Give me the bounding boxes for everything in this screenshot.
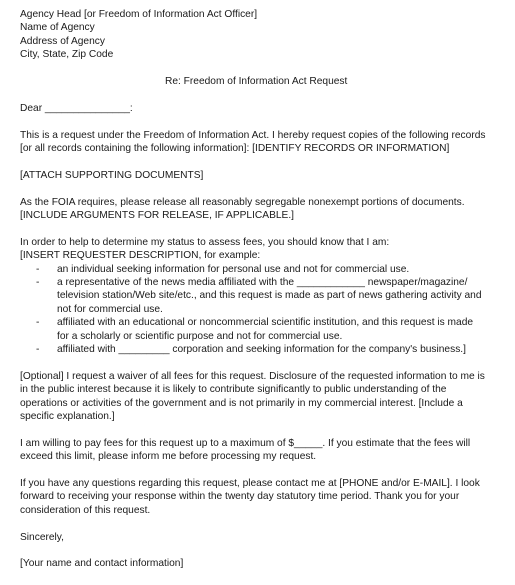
attach-note: [ATTACH SUPPORTING DOCUMENTS] <box>20 169 204 181</box>
bullet-dash: - <box>36 263 40 275</box>
bullet-dash: - <box>36 344 40 356</box>
list-item <box>36 276 498 316</box>
contact-paragraph <box>20 477 498 517</box>
text-line: consideration of this request. <box>20 504 151 516</box>
address-line: Address of Agency <box>20 35 105 47</box>
list-item-text: affiliated with _________ corporation and seeking information for the company's business.] <box>57 344 466 356</box>
release-paragraph <box>20 196 498 223</box>
letter <box>20 8 498 571</box>
address-line: City, State, Zip Code <box>20 49 114 61</box>
text-line: [INSERT REQUESTER DESCRIPTION, for example: <box>20 250 261 262</box>
list-item <box>36 316 498 343</box>
list-item <box>36 263 498 276</box>
fee-waiver-paragraph <box>20 370 498 424</box>
requester-list <box>36 263 498 357</box>
list-item-text: for a scholarly or scientific purpose and not for commercial use. <box>57 330 343 342</box>
text-line: exceed this limit, please inform me before processing my request. <box>20 451 317 463</box>
closing: Sincerely, <box>20 531 64 543</box>
list-item-text: an individual seeking information for personal use and not for commercial use. <box>57 263 410 275</box>
text-line: [INCLUDE ARGUMENTS FOR RELEASE, IF APPLICABLE.] <box>20 210 295 222</box>
text-line: in the public interest because it is likely to contribute significantly to public understanding of the <box>20 384 447 396</box>
address-line: Agency Head [or Freedom of Information Act Officer] <box>20 9 258 20</box>
text-line: operations or activities of the government and is not primarily in my commercial interest. [Include a <box>20 397 463 409</box>
text-line: This is a request under the Freedom of Information Act. I hereby request copies of the following records <box>20 129 486 141</box>
text-line: [or all records containing the following information]: [IDENTIFY RECORDS OR INFORMATION] <box>20 143 450 155</box>
list-item-text: television station/Web site/etc., and this request is made as part of news gathering activity and <box>57 290 482 302</box>
text-line: I am willing to pay fees for this request up to a maximum of $_____. If you estimate that the fees will <box>20 437 471 449</box>
text-line: forward to receiving your response within the twenty day statutory time period. Thank you for your <box>20 491 460 503</box>
salutation: Dear _______________: <box>20 102 133 114</box>
text-line: [Optional] I request a waiver of all fees for this request. Disclosure of the requested information to me is <box>20 370 485 382</box>
fee-limit-paragraph <box>20 437 498 464</box>
text-line: In order to help to determine my status to assess fees, you should know that I am: <box>20 236 390 248</box>
text-line: specific explanation.] <box>20 411 115 423</box>
list-item <box>36 343 498 356</box>
bullet-dash: - <box>36 277 40 289</box>
list-item-text: a representative of the news media affiliated with the ____________ newspaper/magazine/ <box>57 277 468 289</box>
address-block <box>20 8 498 62</box>
list-item-text: not for commercial use. <box>57 303 163 315</box>
request-paragraph <box>20 129 498 156</box>
address-line: Name of Agency <box>20 22 95 34</box>
text-line: As the FOIA requires, please release all reasonably segregable nonexempt portions of documents. <box>20 196 465 208</box>
list-item-text: affiliated with an educational or noncommercial scientific institution, and this request is made <box>57 317 474 329</box>
text-line: If you have any questions regarding this request, please contact me at [PHONE and/or E-MAIL]. I look <box>20 478 480 490</box>
signature-placeholder: [Your name and contact information] <box>20 558 184 570</box>
fee-status-paragraph <box>20 236 498 357</box>
re-line: Re: Freedom of Information Act Request <box>165 76 348 88</box>
bullet-dash: - <box>36 317 40 329</box>
